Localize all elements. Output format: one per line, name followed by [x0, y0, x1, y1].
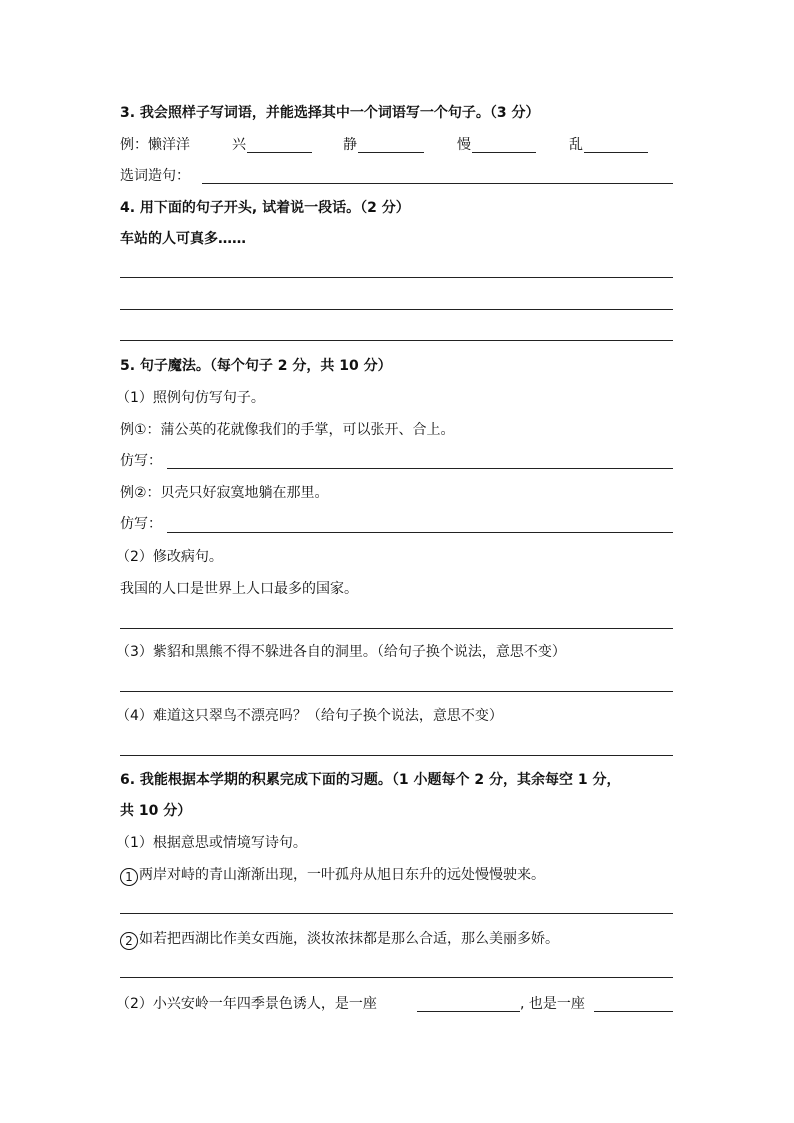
q6-sub2-part-b: , 也是一座 — [520, 996, 585, 1012]
q5-example-1: 例①：蒲公英的花就像我们的手掌，可以张开、合上。 — [120, 422, 455, 438]
q3-char-3: 慢 — [457, 137, 471, 153]
q6-item-1-text: 两岸对峙的青山渐渐出现，一叶孤舟从旭日东升的远处慢慢驶来。 — [139, 867, 545, 883]
q6-title-line-1: 6. 我能根据本学期的积累完成下面的习题。（1 小题每个 2 分，其余每空 1 分， — [120, 772, 621, 788]
q3-char-2: 静 — [343, 137, 357, 153]
q5-sub1: （1）照例句仿写句子。 — [116, 390, 265, 406]
q4-prompt: 车站的人可真多…… — [120, 231, 246, 247]
q6-sub1: （1）根据意思或情境写诗句。 — [116, 835, 307, 851]
q5-rewrite-line-1[interactable] — [120, 691, 673, 692]
q3-sentence-line[interactable] — [202, 183, 673, 184]
q6-sub2-blank-1[interactable] — [417, 1011, 520, 1012]
q5-rewrite-line-2[interactable] — [120, 755, 673, 756]
q6-item-2 — [120, 930, 559, 950]
q6-item-2-text: 如若把西湖比作美女西施，淡妆浓抹都是那么合适，那么美丽多娇。 — [139, 931, 559, 947]
q3-blank-1[interactable] — [247, 152, 312, 153]
q3-blank-4[interactable] — [584, 152, 648, 153]
q4-title: 4. 用下面的句子开头, 试着说一段话。（2 分） — [120, 200, 410, 216]
q6-sub2-blank-2[interactable] — [594, 1011, 673, 1012]
q3-blank-3[interactable] — [472, 152, 536, 153]
q3-title: 3. 我会照样子写词语，并能选择其中一个词语写一个句子。（3 分） — [120, 105, 540, 121]
q5-sub4: （4）难道这只翠鸟不漂亮吗？（给句子换个说法，意思不变） — [116, 708, 503, 724]
q6-item-1 — [120, 866, 545, 886]
q4-answer-line-3[interactable] — [120, 340, 673, 341]
q4-answer-line-2[interactable] — [120, 309, 673, 310]
q5-imitate-label-2: 仿写： — [120, 516, 162, 532]
q5-imitate-line-2[interactable] — [167, 532, 673, 533]
q5-sick-sentence: 我国的人口是世界上人口最多的国家。 — [120, 581, 358, 597]
circled-number-2: 2 — [120, 932, 138, 950]
q4-answer-line-1[interactable] — [120, 277, 673, 278]
q5-sub2: （2）修改病句。 — [116, 549, 223, 565]
q6-sub2-part-a: （2）小兴安岭一年四季景色诱人，是一座 — [116, 996, 377, 1012]
circled-number-1: 1 — [120, 868, 138, 886]
q6-title-line-2: 共 10 分） — [120, 803, 192, 819]
q5-example-2: 例②：贝壳只好寂寞地躺在那里。 — [120, 485, 329, 501]
q5-title: 5. 句子魔法。（每个句子 2 分，共 10 分） — [120, 358, 392, 374]
q3-example: 例：懒洋洋 — [120, 137, 190, 153]
q6-poem-line-1[interactable] — [120, 913, 673, 914]
q5-fix-line[interactable] — [120, 628, 673, 629]
q5-sub3: （3）紫貂和黑熊不得不躲进各自的洞里。（给句子换个说法，意思不变） — [116, 644, 566, 660]
q5-imitate-label-1: 仿写： — [120, 453, 162, 469]
q5-imitate-line-1[interactable] — [167, 468, 673, 469]
q6-poem-line-2[interactable] — [120, 977, 673, 978]
q3-sentence-label: 选词造句： — [120, 168, 190, 184]
q3-char-4: 乱 — [569, 137, 583, 153]
q3-blank-2[interactable] — [358, 152, 424, 153]
q3-char-1: 兴 — [232, 137, 246, 153]
